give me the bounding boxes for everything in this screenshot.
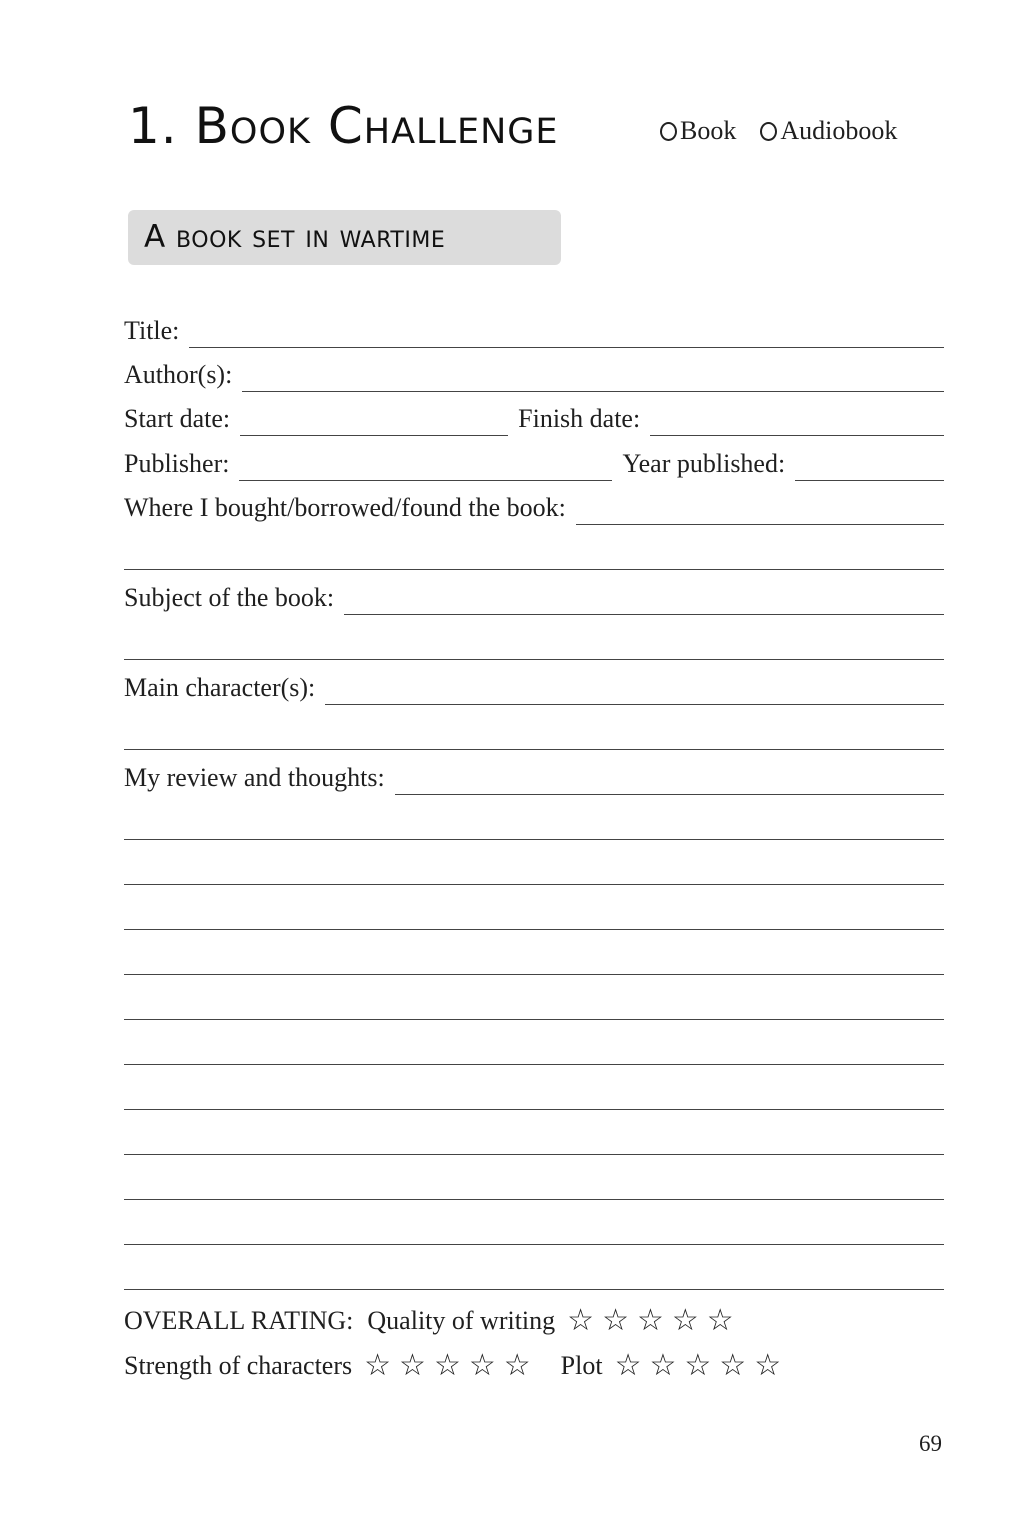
field-label-start-date: Start date: [124,404,231,433]
field-dates [124,396,944,436]
star-icon[interactable]: ☆ [754,1349,782,1382]
review-line[interactable] [124,1064,944,1065]
star-icon[interactable]: ☆ [567,1304,595,1337]
page-number: 69 [919,1431,942,1456]
star-icon[interactable]: ☆ [649,1349,677,1382]
plot-stars [615,1351,790,1381]
field-label-where: Where I bought/borrowed/found the book: [124,493,566,522]
review-line[interactable] [124,1109,944,1110]
field-where [124,485,944,525]
star-icon[interactable]: ☆ [468,1349,496,1382]
star-icon[interactable]: ☆ [684,1349,712,1382]
star-icon[interactable]: ☆ [433,1349,461,1382]
review-line[interactable] [395,793,944,795]
rating-row-characters-plot [124,1351,789,1381]
field-title [124,308,944,348]
format-options [660,116,897,146]
publisher-line[interactable] [239,479,612,481]
review-line[interactable] [124,884,944,885]
star-icon[interactable]: ☆ [602,1304,629,1337]
star-icon[interactable]: ☆ [636,1304,664,1337]
star-icon[interactable]: ☆ [671,1304,699,1337]
characters-stars [364,1351,539,1381]
characters-rating-label: Strength of characters [124,1351,353,1380]
field-subject [124,575,944,615]
radio-circle-icon[interactable] [760,122,777,141]
main-characters-line-extra[interactable] [124,749,944,750]
finish-date-line[interactable] [650,434,944,436]
overall-rating-label: OVERALL RATING: [124,1306,354,1335]
field-label-authors: Author(s): [124,360,233,389]
authors-line[interactable] [242,390,944,392]
field-label-subject: Subject of the book: [124,583,335,612]
where-line[interactable] [576,523,944,525]
quality-rating-label: Quality of writing [367,1306,556,1335]
review-line[interactable] [124,974,944,975]
star-icon[interactable]: ☆ [614,1349,642,1382]
field-authors [124,352,944,392]
review-line[interactable] [124,1154,944,1155]
format-option-label: Audiobook [780,116,898,145]
subject-line-extra[interactable] [124,659,944,660]
star-icon[interactable]: ☆ [364,1349,392,1382]
field-label-main-characters: Main character(s): [124,673,316,702]
field-main-characters [124,665,944,705]
field-publisher [124,441,944,481]
review-line[interactable] [124,929,944,930]
main-characters-line[interactable] [325,703,944,705]
field-label-publisher: Publisher: [124,449,230,478]
field-label-finish-date: Finish date: [518,404,641,433]
format-option-label: Book [680,116,737,145]
radio-circle-icon[interactable] [660,122,677,141]
review-line[interactable] [124,839,944,840]
review-line[interactable] [124,1199,944,1200]
field-label-title: Title: [124,316,180,345]
challenge-prompt: A book set in wartime [128,210,561,265]
start-date-line[interactable] [240,434,508,436]
title-line[interactable] [189,346,944,348]
star-icon[interactable]: ☆ [706,1304,734,1337]
rating-row-overall [124,1306,742,1336]
year-published-line[interactable] [795,479,944,481]
format-option-audiobook[interactable] [760,116,897,146]
format-option-book[interactable] [660,116,736,146]
quality-stars [567,1306,742,1336]
review-line[interactable] [124,1019,944,1020]
plot-rating-label: Plot [560,1351,603,1380]
field-label-year-published: Year published: [622,449,786,478]
page-title: 1. Book Challenge [128,97,559,155]
field-review [124,755,944,795]
where-line-extra[interactable] [124,569,944,570]
subject-line[interactable] [344,613,944,615]
review-line[interactable] [124,1244,944,1245]
field-label-review: My review and thoughts: [124,763,385,792]
review-line[interactable] [124,1289,944,1290]
star-icon[interactable]: ☆ [399,1349,426,1382]
star-icon[interactable]: ☆ [503,1349,531,1382]
star-icon[interactable]: ☆ [719,1349,747,1382]
